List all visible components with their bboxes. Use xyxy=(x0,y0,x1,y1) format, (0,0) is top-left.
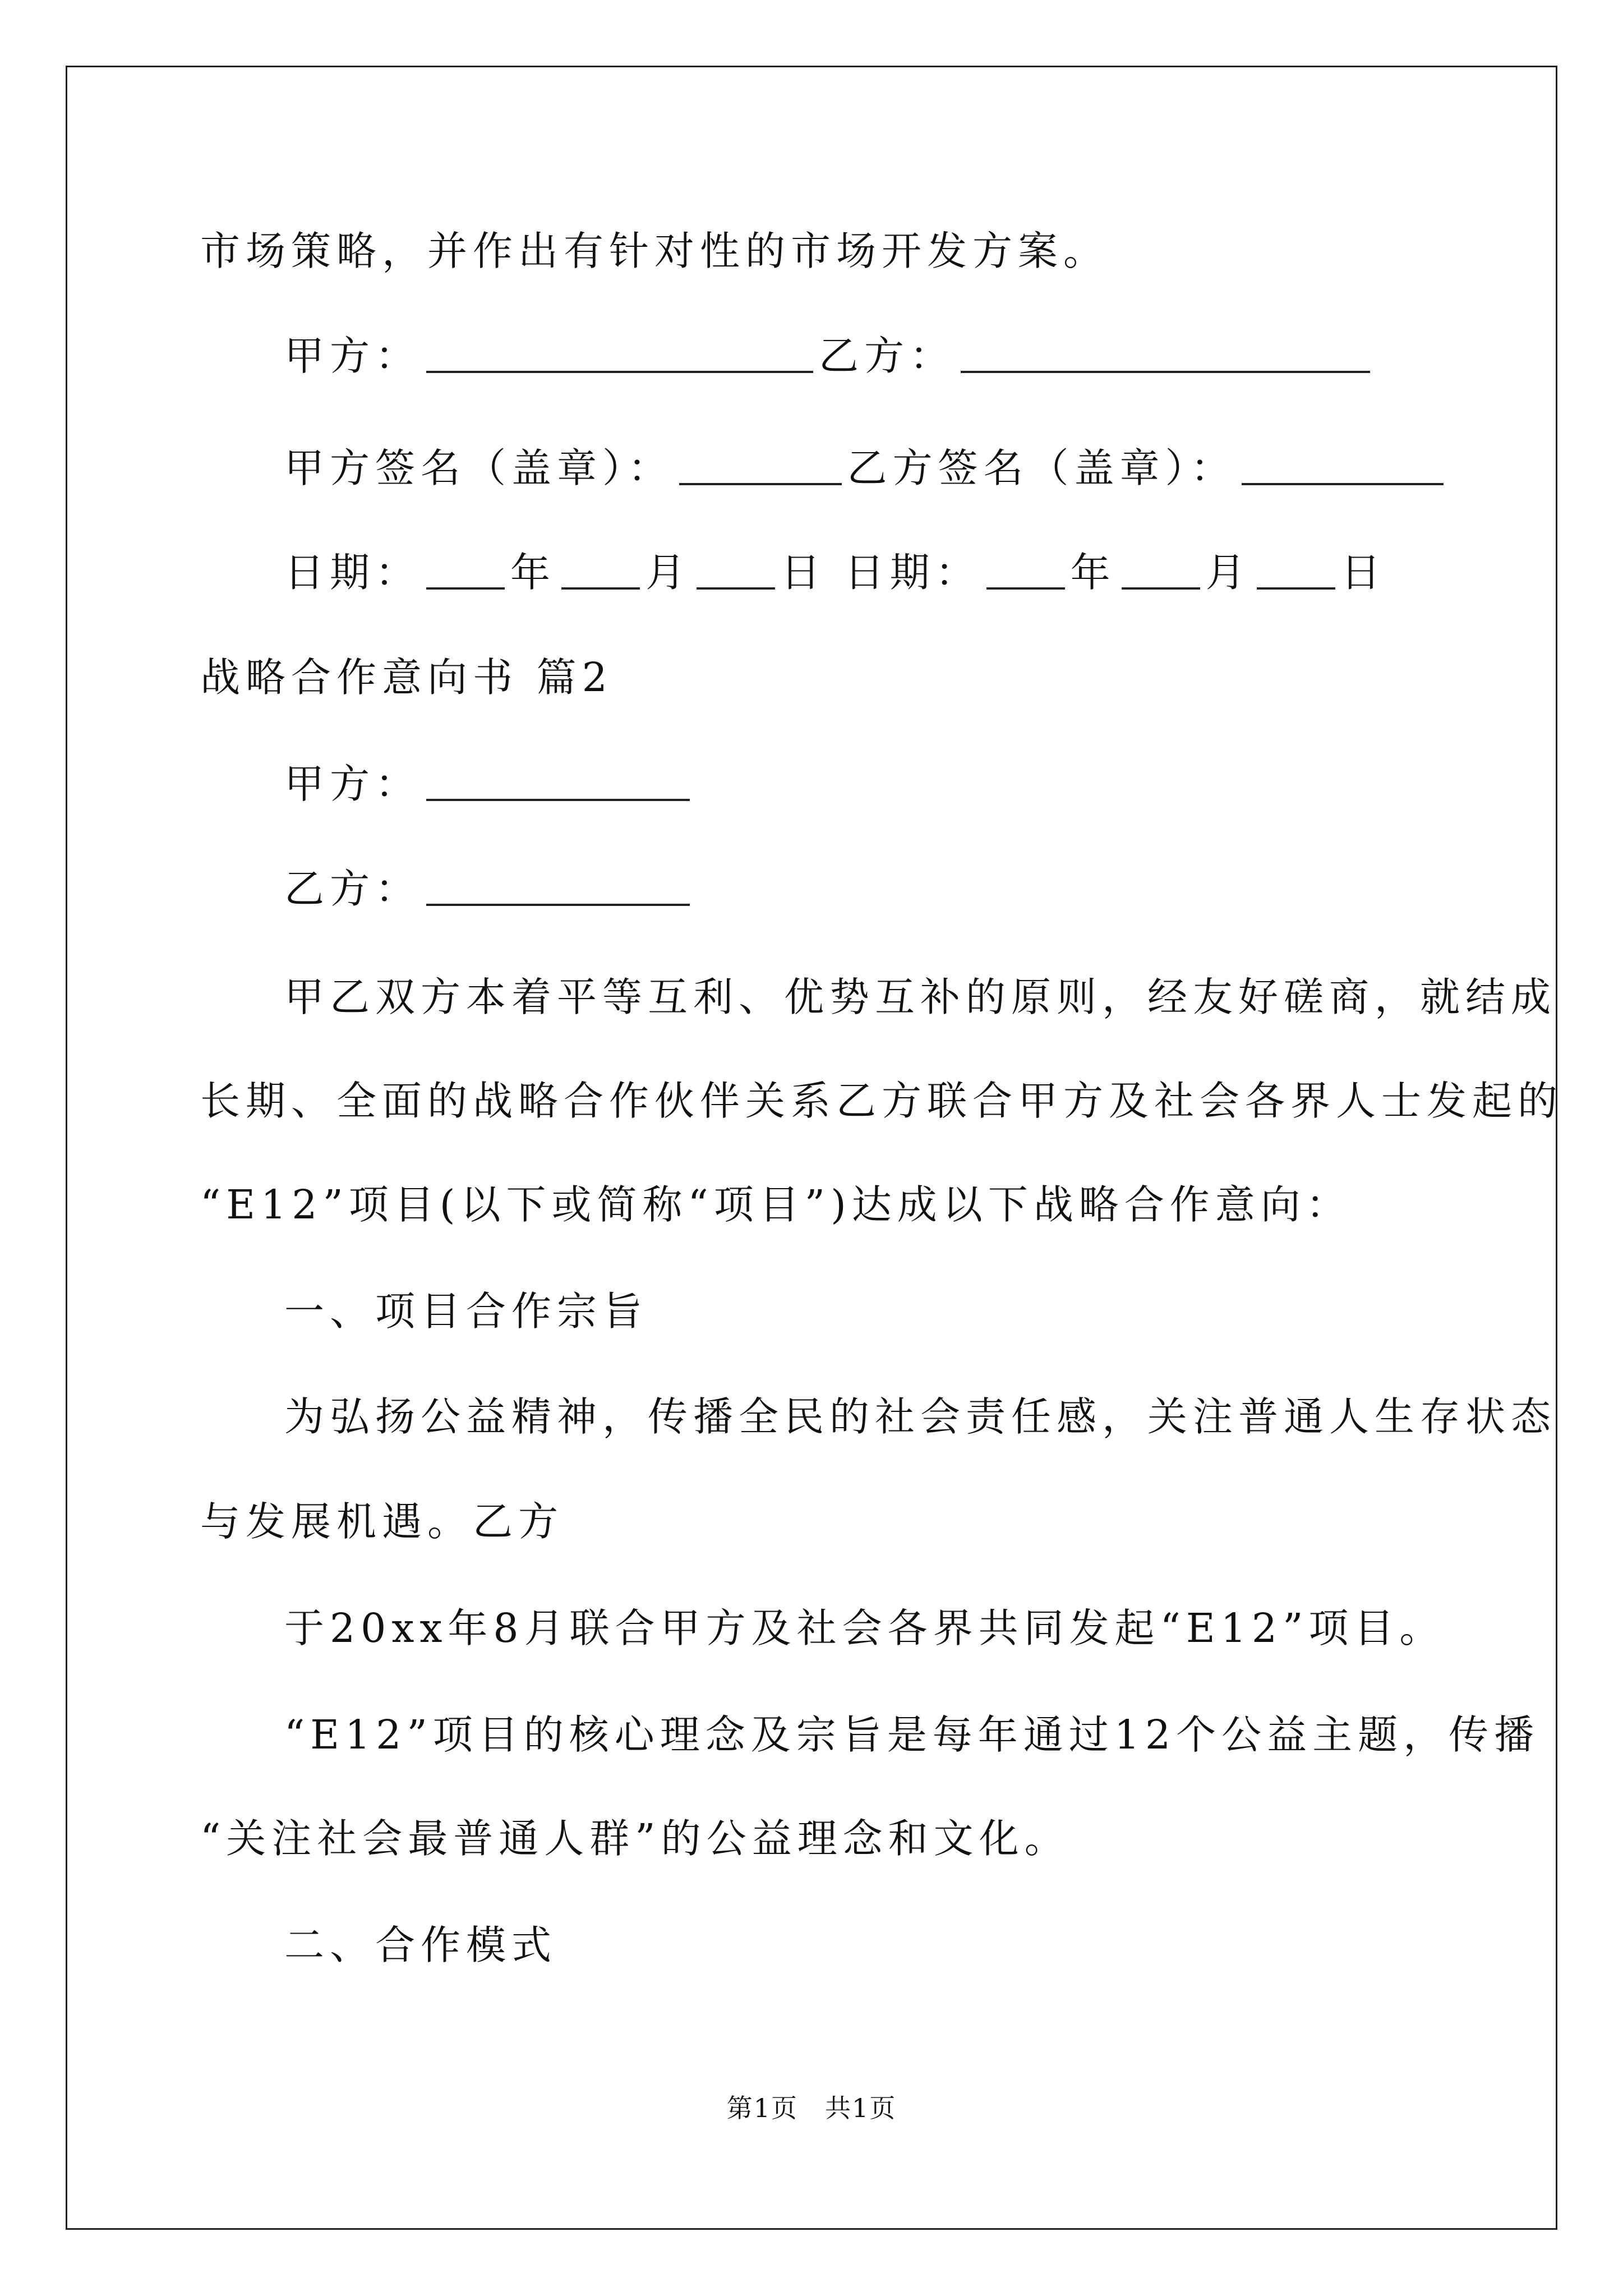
party-a-label: 甲方： xyxy=(284,333,421,379)
day-a-label: 日 xyxy=(781,549,827,596)
paragraph-line: 为弘扬公益精神，传播全民的社会责任感，关注普通人生存状态 xyxy=(284,1393,1557,1440)
month-a-blank xyxy=(561,553,640,590)
day-b-label: 日 xyxy=(1340,549,1386,596)
year-a-blank xyxy=(426,553,505,590)
paragraph-line: 甲乙双方本着平等互利、优势互补的原则，经友好磋商，就结成 xyxy=(284,974,1557,1020)
year-b-label: 年 xyxy=(1070,549,1116,596)
heading-2: 二、合作模式 xyxy=(284,1922,557,1968)
party-b-blank xyxy=(961,336,1370,373)
date-b-label: 日期： xyxy=(844,549,981,596)
paragraph-line: 长期、全面的战略合作伙伴关系乙方联合甲方及社会各界人士发起的 xyxy=(200,1078,1564,1124)
sign-b-label: 乙方签名（盖章）： xyxy=(847,445,1237,491)
day-a-blank xyxy=(697,553,775,590)
month-a-label: 月 xyxy=(645,549,691,596)
sign-a-blank xyxy=(679,448,842,485)
party-a2-label: 甲方： xyxy=(284,761,421,807)
party-a2-blank xyxy=(426,764,690,801)
paragraph-line: 与发展机遇。乙方 xyxy=(200,1498,564,1545)
party-b-label: 乙方： xyxy=(819,333,956,379)
party-line xyxy=(284,329,1376,383)
paragraph-line: “E12”项目的核心理念及宗旨是每年通过12个公益主题，传播 xyxy=(284,1711,1540,1758)
date-a-label: 日期： xyxy=(284,549,421,596)
paragraph-line: “E12”项目(以下或简称“项目”)达成以下战略合作意向： xyxy=(200,1181,1352,1228)
section-title: 战略合作意向书 篇2 xyxy=(200,654,613,701)
party-b-line xyxy=(284,862,695,916)
party-b2-blank xyxy=(426,869,690,906)
party-a-line xyxy=(284,757,695,811)
month-b-label: 月 xyxy=(1205,549,1251,596)
page-border xyxy=(66,66,1557,2230)
party-b2-label: 乙方： xyxy=(284,866,421,912)
date-line xyxy=(284,546,1386,600)
sign-b-blank xyxy=(1242,448,1444,485)
signature-line xyxy=(284,441,1449,495)
month-b-blank xyxy=(1122,553,1200,590)
paragraph-line: “关注社会最普通人群”的公益理念和文化。 xyxy=(200,1815,1070,1862)
day-b-blank xyxy=(1257,553,1335,590)
page-footer: 第1页 共1页 xyxy=(726,2093,897,2123)
text-line: 市场策略，并作出有针对性的市场开发方案。 xyxy=(200,228,1109,274)
sign-a-label: 甲方签名（盖章）： xyxy=(284,445,674,491)
year-a-label: 年 xyxy=(510,549,556,596)
paragraph-line: 于20xx年8月联合甲方及社会各界共同发起“E12”项目。 xyxy=(284,1605,1445,1651)
year-b-blank xyxy=(986,553,1065,590)
heading-1: 一、项目合作宗旨 xyxy=(284,1288,648,1335)
party-a-blank xyxy=(426,336,813,373)
